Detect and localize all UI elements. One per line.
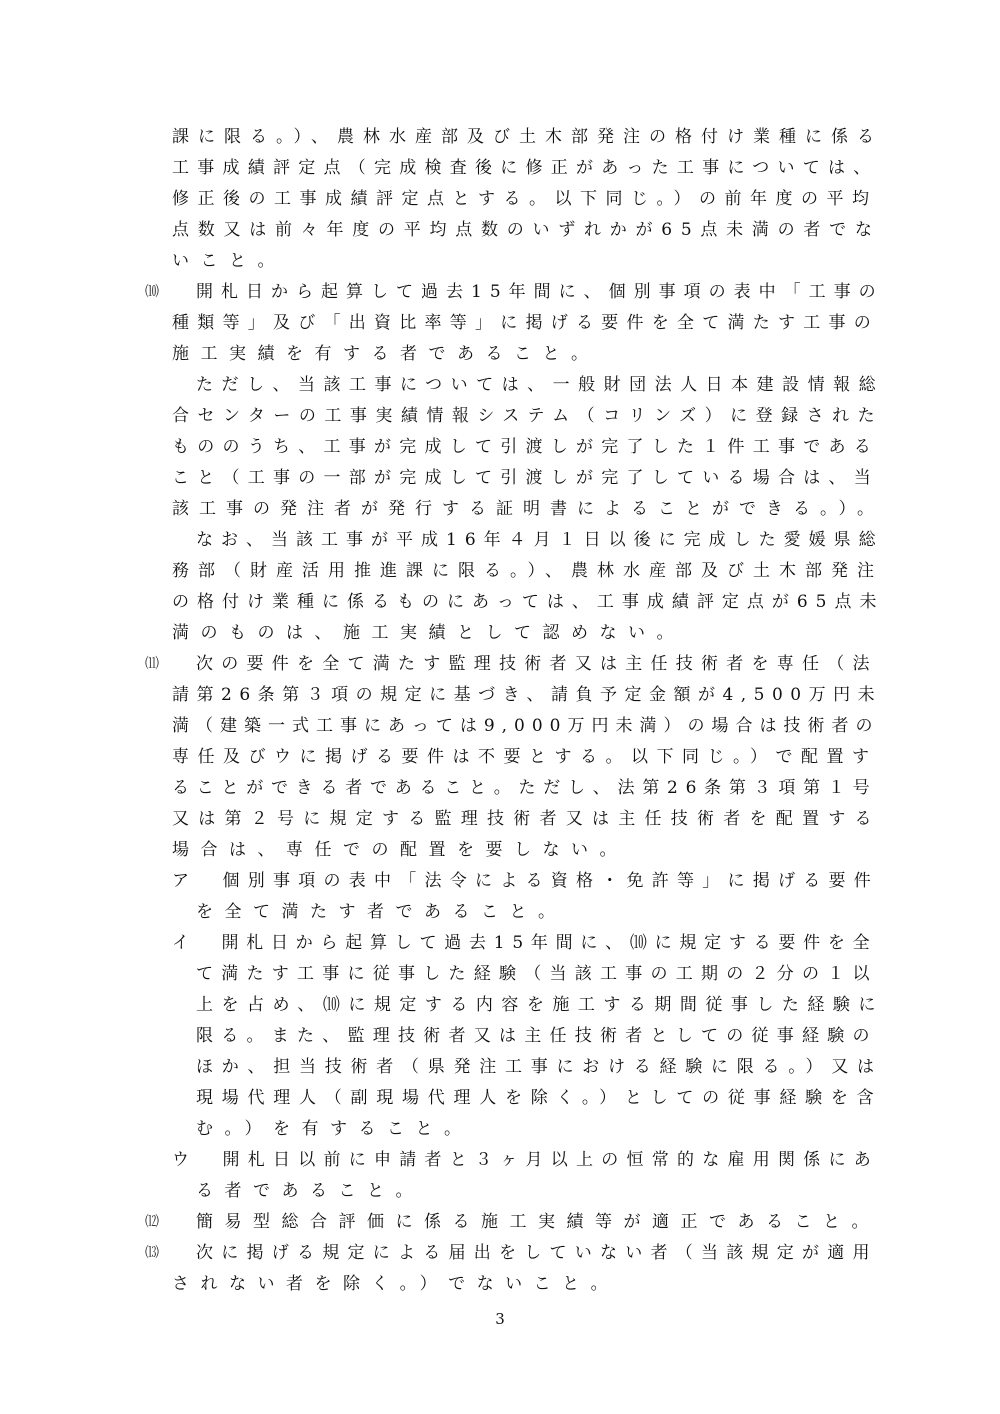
text-line: 請第26条第３項の規定に基づき、請負予定金額が4,500万円未: [172, 685, 883, 705]
text-line: 満（建築一式工事にあっては9,000万円未満）の場合は技術者の: [172, 716, 880, 736]
text-line: 次に掲げる規定による届出をしていない者（当該規定が適用: [196, 1243, 878, 1263]
text-line: 場合は、専任での配置を要しない。: [172, 840, 628, 860]
text-line: ることができる者であること。ただし、法第26条第３項第１号: [172, 778, 878, 798]
text-line: ただし、当該工事については、一般財団法人日本建設情報総: [196, 375, 885, 395]
text-line: 上を占め、⑽に規定する内容を施工する期間従事した経験に: [196, 995, 884, 1015]
page-number: 3: [495, 1310, 505, 1328]
item-number-11: ⑾: [145, 656, 159, 672]
text-line: 工事成績評定点（完成検査後に修正があった工事については、: [172, 158, 879, 178]
text-line: イ 開札日から起算して過去15年間に、⑽に規定する要件を全: [172, 933, 878, 953]
text-line: 又は第２号に規定する監理技術者又は主任技術者を配置する: [172, 809, 881, 829]
text-line: て満たす工事に従事した経験（当該工事の工期の２分の１以: [196, 964, 878, 984]
text-line: ウ 開札日以前に申請者と３ヶ月以上の恒常的な雇用関係にあ: [172, 1150, 879, 1170]
text-line: ア 個別事項の表中「法令による資格・免許等」に掲げる要件: [172, 871, 879, 891]
text-line: む。）を有すること。: [196, 1119, 473, 1139]
text-line: 点数又は前々年度の平均点数のいずれかが65点未満の者でな: [172, 220, 881, 240]
text-line: 限る。また、監理技術者又は主任技術者としての従事経験の: [196, 1026, 878, 1046]
text-line: 現場代理人（副現場代理人を除く。）としての従事経験を含: [196, 1088, 883, 1108]
text-line: 施工実績を有する者であること。: [172, 344, 600, 364]
text-line: 次の要件を全て満たす監理技術者又は主任技術者を専任（法: [196, 654, 878, 674]
item-number-13: ⒀: [145, 1245, 159, 1261]
text-line: る者であること。: [196, 1181, 424, 1201]
text-line: されない者を除く。）でないこと。: [172, 1274, 620, 1294]
text-line: 合センターの工事実績情報システム（コリンズ）に登録された: [172, 406, 884, 426]
text-line: なお、当該工事が平成16年４月１日以後に完成した愛媛県総: [196, 530, 884, 550]
text-line: 課に限る。）、農林水産部及び土木部発注の格付け業種に係る: [172, 127, 883, 147]
text-line: 修正後の工事成績評定点とする。以下同じ。）の前年度の平均: [172, 189, 878, 209]
text-line: の格付け業種に係るものにあっては、工事成績評定点が65点未: [172, 592, 885, 612]
text-line: もののうち、工事が完成して引渡しが完了した１件工事である: [172, 437, 879, 457]
text-line: 開札日から起算して過去15年間に、個別事項の表中「工事の: [196, 282, 884, 302]
text-line: こと（工事の一部が完成して引渡しが完了している場合は、当: [172, 468, 879, 488]
text-line: 専任及びウに掲げる要件は不要とする。以下同じ。）で配置す: [172, 747, 878, 767]
text-line: 満のものは、施工実績として認めない。: [172, 623, 685, 643]
text-line: 務部（財産活用推進課に限る。）、農林水産部及び土木部発注: [172, 561, 883, 581]
item-number-12: ⑿: [145, 1214, 159, 1230]
text-line: を全て満たす者であること。: [196, 902, 567, 922]
text-line: 簡易型総合評価に係る施工実績等が適正であること。: [196, 1212, 880, 1232]
text-line: 該工事の発注者が発行する証明書によることができる。）。: [172, 499, 884, 519]
text-line: いこと。: [172, 251, 286, 271]
text-line: 種類等」及び「出資比率等」に掲げる要件を全て満たす工事の: [172, 313, 879, 333]
text-line: ほか、担当技術者（県発注工事における経験に限る。）又は: [196, 1057, 883, 1077]
item-number-10: ⑽: [145, 284, 159, 300]
